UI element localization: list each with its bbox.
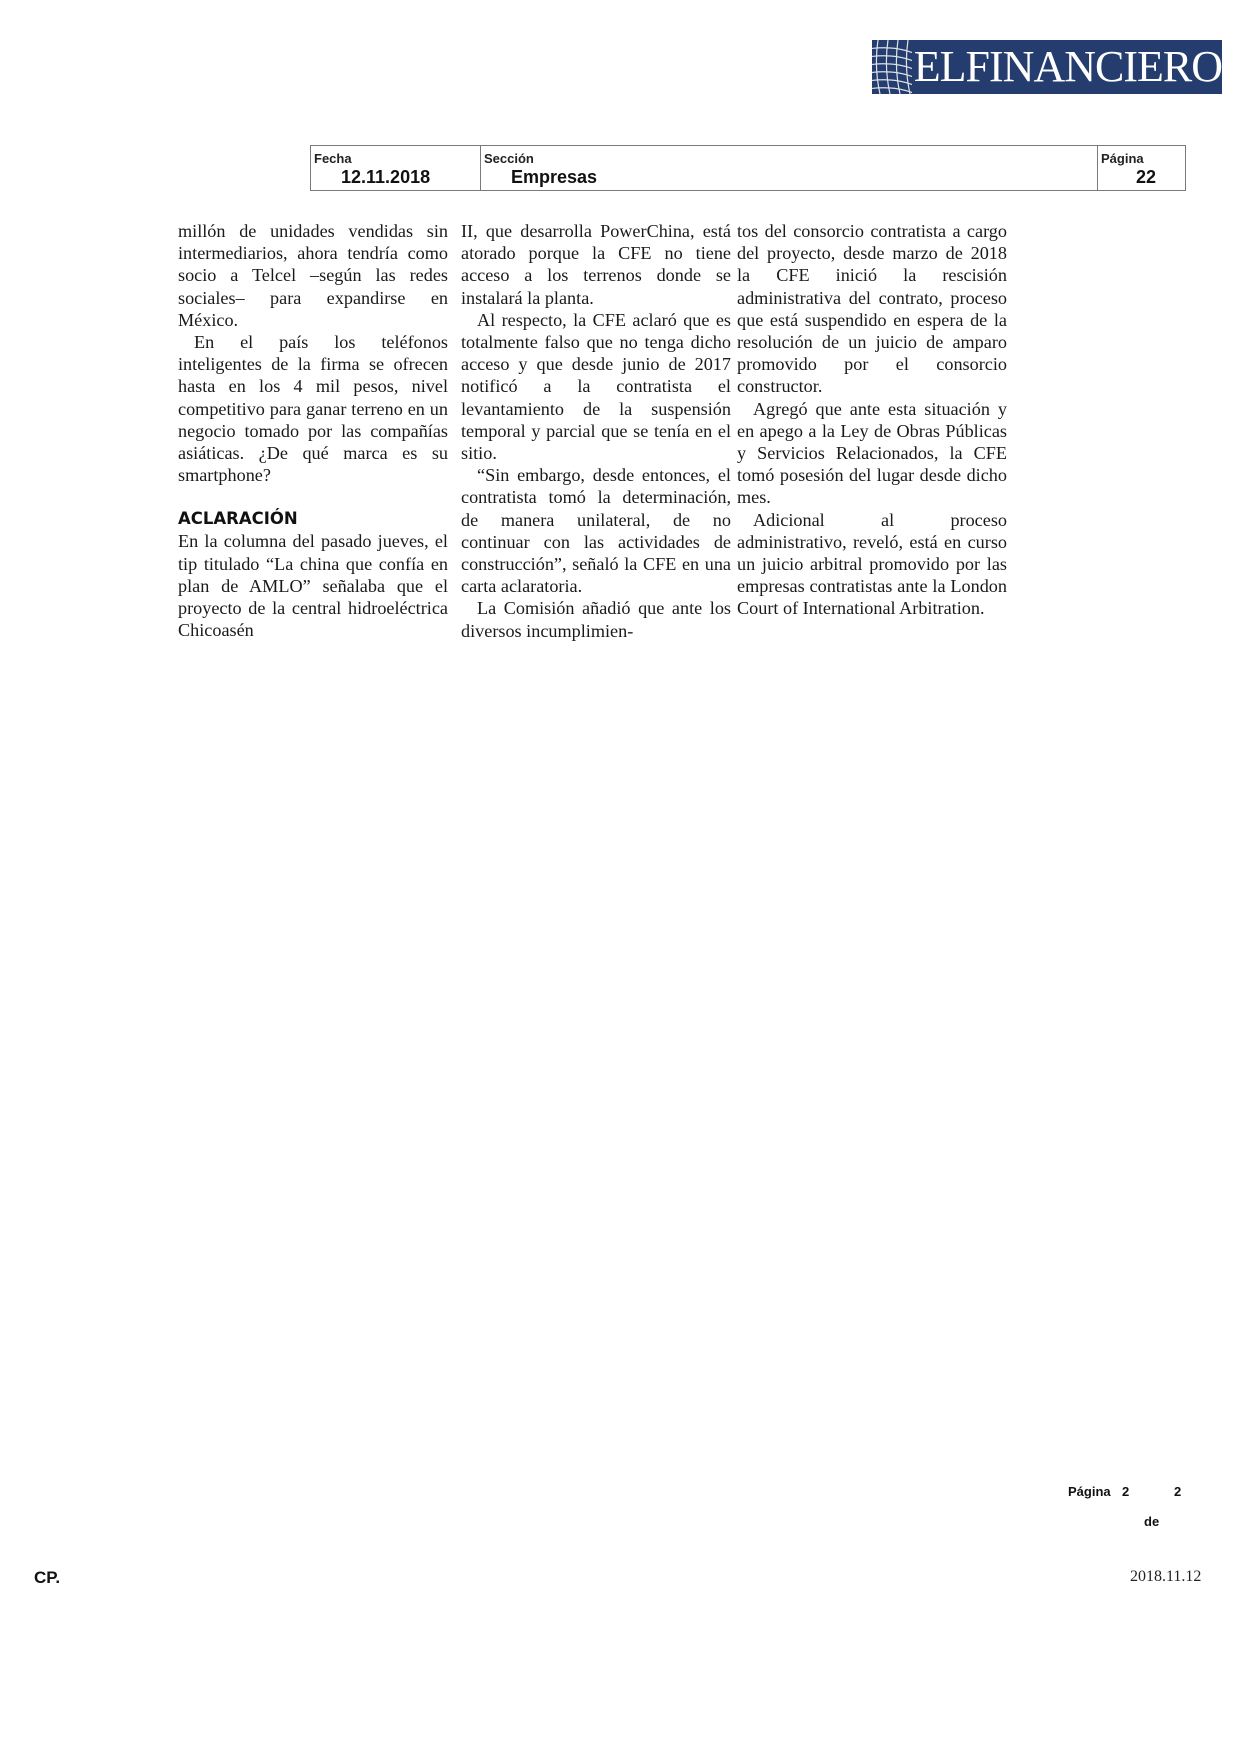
- section-subheading: ACLARACIÓN: [178, 509, 298, 529]
- page-counter-total: 2: [1174, 1484, 1182, 1499]
- fecha-cell: [311, 146, 481, 190]
- page-counter: [1068, 1484, 1188, 1534]
- page-counter-separator: de: [1144, 1514, 1160, 1529]
- footer-date: 2018.11.12: [1130, 1568, 1202, 1585]
- newspaper-name: ELFINANCIERO: [913, 42, 1222, 91]
- seccion-label: Sección: [484, 151, 534, 166]
- paragraph: tos del consorcio contratista a cargo del proyecto, desde marzo de 2018 la CFE inició la rescisión administrativa del contrato, proceso que está suspendido en espera de la resolución de un juicio de amparo promovido por el consorcio constructor.: [737, 221, 1007, 397]
- paragraph: II, que desarrolla PowerChina, está atorado porque la CFE no tiene acceso a los terrenos donde se instalará la planta.: [461, 221, 731, 308]
- paragraph: La Comisión añadió que ante los diversos incumplimien-: [461, 598, 731, 641]
- paragraph: millón de unidades vendidas sin intermediarios, ahora tendría como socio a Telcel –según las redes sociales– para expandirse en México.: [178, 221, 448, 330]
- seccion-value: Empresas: [511, 167, 598, 187]
- pagina-value: 22: [1136, 167, 1157, 187]
- article-column-1: [178, 220, 448, 641]
- paragraph: En el país los teléfonos inteligentes de la firma se ofrecen hasta en los 4 mil pesos, nivel competitivo para ganar terreno en un negocio tomado por las compañías asiáticas. ¿De qué marca es su smartphone?: [178, 332, 448, 486]
- paragraph: Agregó que ante esta situación y en apego a la Ley de Obras Públicas y Servicios Relacionados, la CFE tomó posesión del lugar desde dicho mes.: [737, 398, 1007, 508]
- clipping-header-table: [310, 145, 1186, 191]
- seccion-cell: [481, 146, 1098, 190]
- pagina-label: Página: [1101, 151, 1144, 166]
- footer-initials: CP.: [34, 1568, 61, 1587]
- pagina-cell: [1098, 146, 1185, 190]
- paragraph: Adicional al proceso administrativo, reveló, está en curso un juicio arbitral promovido por las empresas contratistas ante la London Court of International Arbitration.: [737, 509, 1007, 619]
- fecha-label: Fecha: [314, 151, 352, 166]
- paragraph: Al respecto, la CFE aclaró que es totalmente falso que no tenga dicho acceso y que desde junio de 2017 notificó a la contratista el levantamiento de la suspensión temporal y parcial que se tenía en el sitio.: [461, 309, 731, 464]
- newspaper-logo: [872, 40, 1222, 94]
- fecha-value: 12.11.2018: [341, 167, 431, 187]
- article-column-3: [737, 220, 1007, 620]
- paragraph: En la columna del pasado jueves, el tip titulado “La china que confía en plan de AMLO” señalaba que el proyecto de la central hidroeléctrica Chicoasén: [178, 531, 448, 641]
- globe-icon: [872, 40, 912, 94]
- paragraph: “Sin embargo, desde entonces, el contratista tomó la determinación, de manera unilateral, de no continuar con las actividades de construcción”, señaló la CFE en una carta aclaratoria.: [461, 465, 731, 597]
- page-counter-current: 2: [1122, 1484, 1130, 1499]
- page-counter-label: Página: [1068, 1484, 1111, 1499]
- article-column-2: [461, 220, 731, 642]
